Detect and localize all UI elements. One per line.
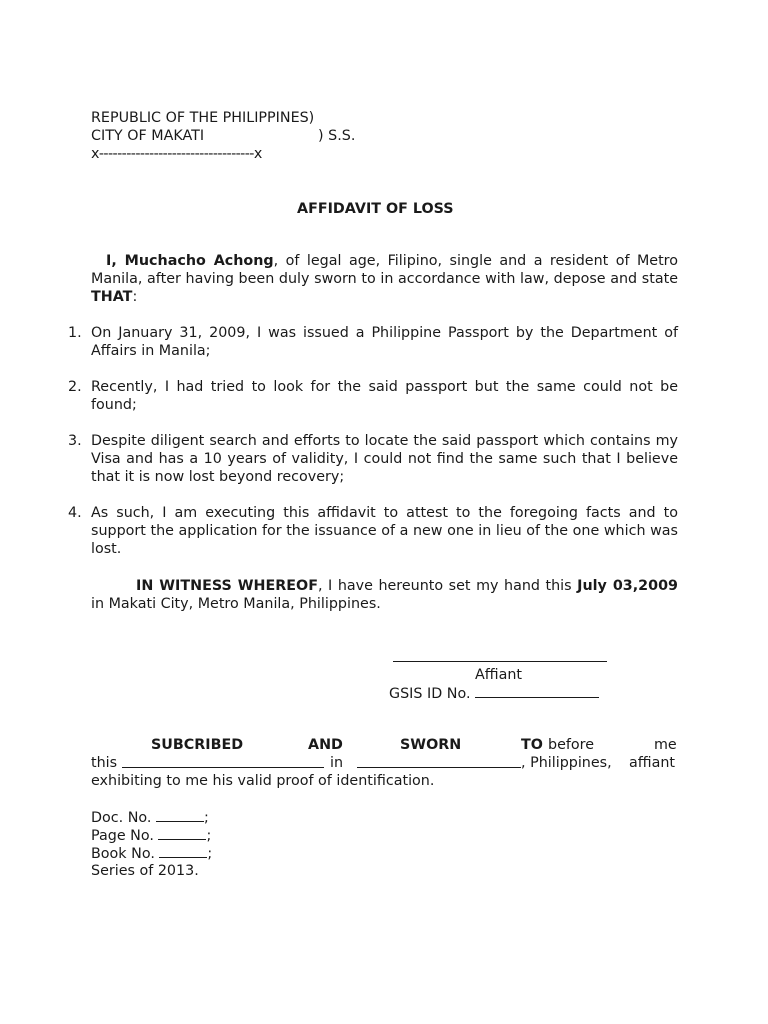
jurat-in: in	[330, 755, 344, 771]
jurat-line3: exhibiting to me his valid proof of identification.	[91, 773, 435, 789]
affiant-name: I, Muchacho Achong	[106, 253, 274, 269]
jurat-word-me: me	[654, 737, 677, 753]
venue-city: CITY OF MAKATI	[91, 128, 205, 144]
header-separator: x----------------------------------x	[91, 146, 262, 162]
jurat-philippines: , Philippines,	[521, 755, 612, 771]
doc-no-blank	[156, 808, 204, 822]
jurat-word-to: TO	[521, 737, 543, 753]
book-no-field: Book No. ;	[91, 846, 213, 862]
jurat-word-before: before	[548, 737, 595, 753]
series-text: Series of 2013.	[91, 863, 199, 879]
venue-ss: ) S.S.	[318, 128, 356, 144]
list-item: 4. As such, I am executing this affidavit to attest to the foregoing facts and to support the application for the issuance of a new one in lieu of the one which was lost.	[68, 505, 678, 557]
affiant-signature-line	[393, 661, 607, 662]
venue-republic: REPUBLIC OF THE PHILIPPINES)	[91, 110, 315, 126]
jurat-place-blank	[357, 754, 521, 773]
jurat-affiant: affiant	[629, 755, 676, 771]
intro-paragraph: I, Muchacho Achong, of legal age, Filipino, single and a resident of Metro Manila, after having been duly sworn to in accordance with law, depose and state THAT:	[91, 253, 678, 305]
list-item: 2. Recently, I had tried to look for the said passport but the same could not be found;	[68, 379, 678, 413]
jurat-word-subcribed: SUBCRIBED	[151, 737, 244, 753]
jurat-date-blank	[122, 754, 324, 773]
signing-date: July 03,2009	[577, 578, 678, 594]
that-keyword: THAT	[91, 289, 133, 305]
page-no-field: Page No. ;	[91, 828, 212, 844]
gsis-id-blank	[475, 684, 599, 698]
book-no-blank	[159, 844, 207, 858]
list-item: 3. Despite diligent search and efforts to locate the said passport which contains my Visa and has a 10 years of validity, I could not find the same such that I believe that it is now lost beyond recovery;	[68, 433, 678, 485]
page-no-blank	[158, 826, 206, 840]
list-item: 1. On January 31, 2009, I was issued a Philippine Passport by the Department of Affairs in Manila;	[68, 325, 678, 359]
gsis-id-field: GSIS ID No.	[389, 684, 599, 703]
jurat-word-sworn: SWORN	[400, 737, 462, 753]
document-title: AFFIDAVIT OF LOSS	[297, 201, 454, 217]
in-witness-whereof: IN WITNESS WHEREOF	[136, 578, 318, 594]
doc-no-field: Doc. No. ;	[91, 810, 209, 826]
jurat-this: this	[91, 755, 118, 771]
affiant-label: Affiant	[475, 667, 523, 683]
jurat-word-and: AND	[308, 737, 343, 753]
witness-paragraph: IN WITNESS WHEREOF, I have hereunto set my hand this July 03,2009 in Makati City, Metro Manila, Philippines.	[91, 578, 678, 612]
